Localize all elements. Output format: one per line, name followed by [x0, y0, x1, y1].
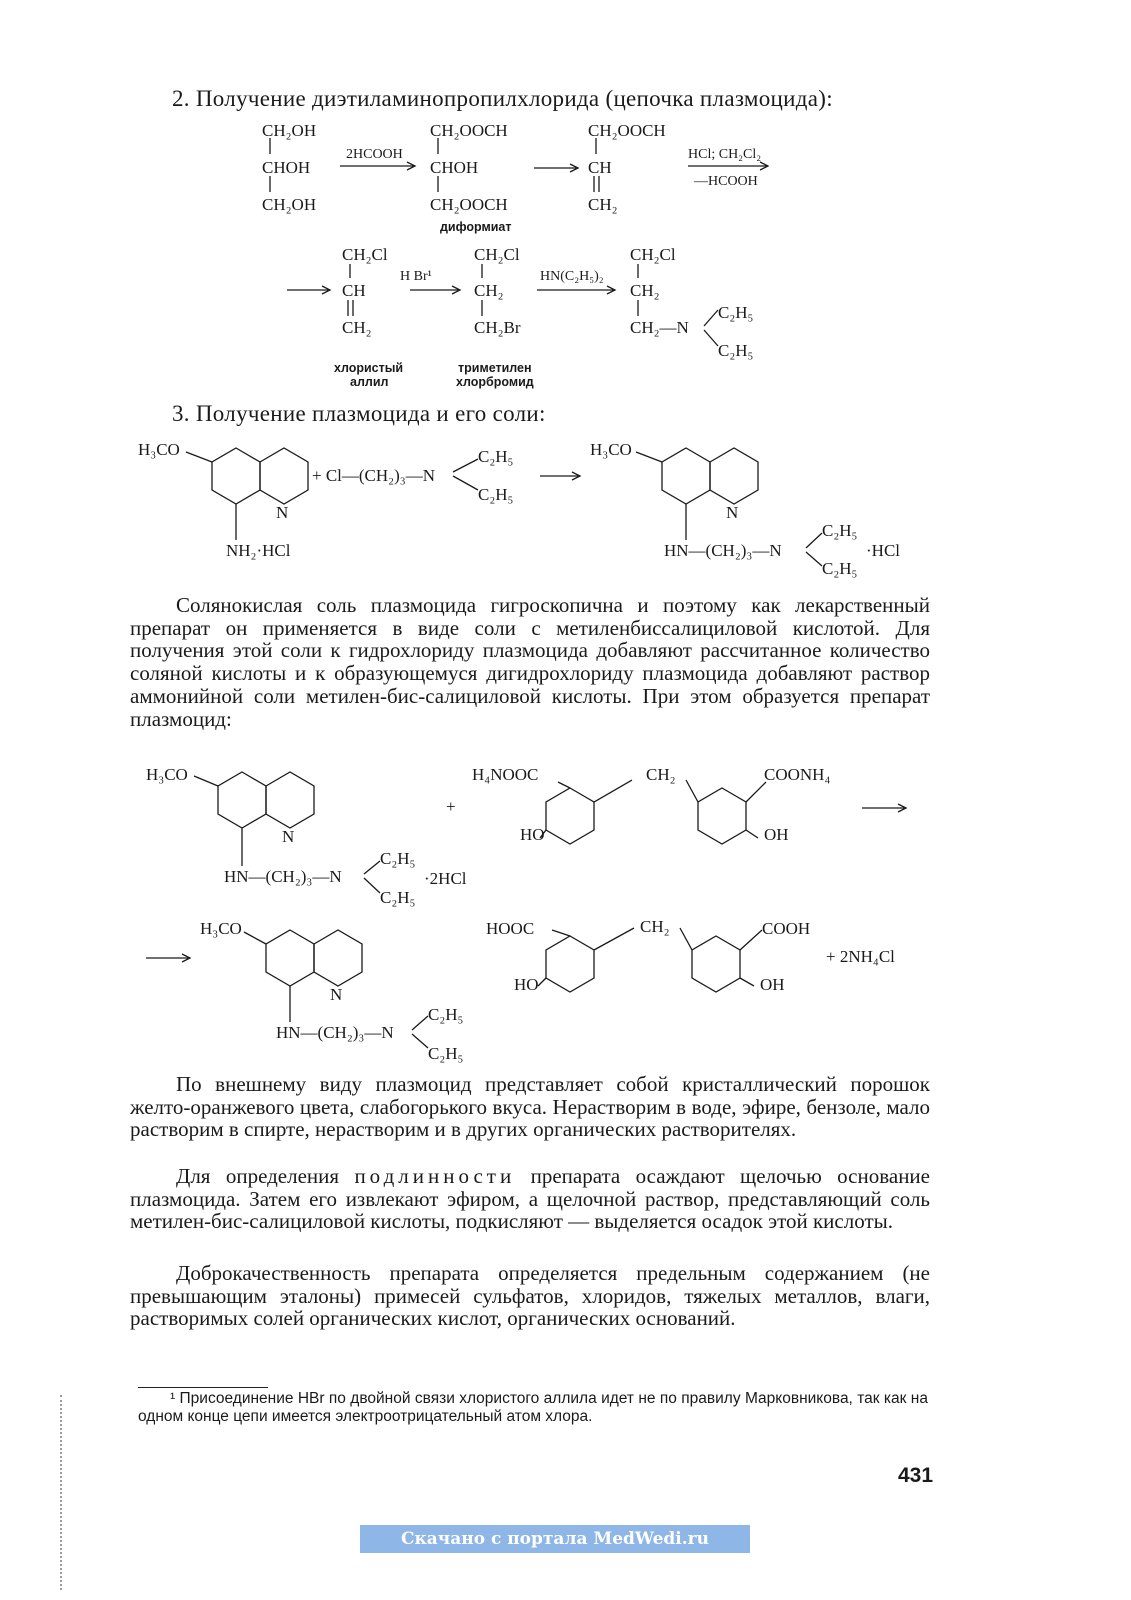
r3-ethyl-1b: C₂H₅	[380, 888, 416, 907]
r3-bridge-2: CH₂	[640, 917, 670, 936]
r3-plus: +	[446, 797, 456, 816]
r3-hydroxyl-2: OH	[764, 825, 789, 844]
product-ethyl-2: C₂H₅	[718, 341, 754, 360]
paragraph-identity	[130, 1165, 930, 1233]
r3-methoxy-2: H₃CO	[200, 919, 242, 938]
scan-edge-artifact	[60, 1395, 66, 1590]
product-c3: CH₂—N	[630, 318, 689, 337]
trimethylene-c3: CH₂Br	[474, 318, 521, 337]
allyl-chloride-caption-1: хлористый	[334, 361, 404, 375]
r3-ethyl-2b: C₂H₅	[428, 1044, 464, 1063]
allyl-chloride-c3: CH₂	[342, 318, 372, 337]
paragraph-quality-text: Доброкачественность препарата определяется предельным содержанием (не превышающим эталоны) примесей сульфатов, хлоридов, тяжелых металлов, влаги, растворимых солей органических кислот, органических оснований.	[130, 1261, 930, 1331]
trimethylene-c1: CH₂Cl	[474, 245, 520, 264]
r3-hydroxyl-3: HO	[514, 975, 539, 994]
r3-chain-2: HN—(CH₂)₃—N	[276, 1023, 394, 1042]
methoxy-2: H₃CO	[590, 440, 632, 459]
ring-n-1: N	[276, 503, 289, 522]
r3-ethyl-1a: C₂H₅	[380, 849, 416, 868]
r3-ethyl-2a: C₂H₅	[428, 1005, 464, 1024]
diformate-c3: CH₂OOCH	[430, 195, 508, 214]
reagent-hbr: H Br¹	[400, 269, 432, 284]
diformate-c1: CH₂OOCH	[430, 121, 508, 140]
reagent-hcl: HCl; CH₂Cl₂	[688, 147, 762, 162]
reagent-diethylamine: HN(C₂H₅)₂	[540, 269, 604, 284]
allyl-chloride-c1: CH₂Cl	[342, 245, 388, 264]
allyl-chloride-c2: CH	[342, 281, 366, 300]
footnote	[138, 1390, 928, 1426]
paragraph-quality	[130, 1262, 930, 1330]
trimethylene-c2: CH₂	[474, 281, 504, 300]
reagent-formic-acid: 2HCOOH	[346, 147, 403, 162]
reagent-ethyl-1: C₂H₅	[478, 447, 514, 466]
section-2-heading: 2. Получение диэтиламинопропилхлорида (цепочка плазмоцида):	[172, 86, 833, 111]
r3-hydroxyl-1: HO	[520, 825, 545, 844]
scheme-diethylaminopropyl-chloride	[0, 110, 1131, 400]
paragraph-appearance-text: По внешнему виду плазмоцид представляет собой кристаллический порошок желто-оранжевого цвета, слабогорького вкуса. Нерастворим в воде, эфире, бензоле, мало растворим в спирте, нерастворим и в других органических растворителях.	[130, 1072, 930, 1142]
reagent-minus-hcooh: —HCOOH	[694, 174, 758, 189]
r3-ring-n-1: N	[282, 827, 295, 846]
chain-reagent: + Cl—(CH₂)₃—N	[312, 466, 435, 485]
glycerol-c2: CHOH	[262, 158, 311, 177]
reagent-ethyl-2: C₂H₅	[478, 485, 514, 504]
r3-bridge-1: CH₂	[646, 765, 676, 784]
allyl-formate-c3: CH₂	[588, 195, 618, 214]
identity-rest: препарата осаждают щелочью основание плазмоцида. Затем его извлекают эфиром, а щелочной раствор, представляющий соль метилен-бис-салициловой кислоты, подкисляют — выделяется осадок этой кислоты.	[130, 1164, 930, 1234]
paragraph-salt-text: Солянокислая соль плазмоцида гигроскопична и поэтому как лекарственный препарат он применяется в виде соли с метиленбиссалициловой кислотой. Для получения этой соли к гидрохлориду плазмоцида добавляют рассчитанное количество соляной кислоты и к образующемуся дигидрохлориду плазмоцида добавляют раствор аммонийной соли метилен-бис-салициловой кислоты. При этом образуется препарат плазмоцид:	[130, 593, 930, 731]
ring-n-2: N	[726, 503, 739, 522]
product-hcl: ·HCl	[866, 541, 900, 560]
trimethylene-caption-2: хлорбромид	[456, 375, 534, 389]
allyl-formate-c2: CH	[588, 158, 612, 177]
section-3-heading: 3. Получение плазмоцида и его соли:	[172, 401, 546, 426]
r3-ammonium-left: H₄NOOC	[472, 765, 539, 784]
r3-chain-1: HN—(CH₂)₃—N	[224, 867, 342, 886]
r3-acid-left: HOOC	[486, 919, 535, 938]
paragraph-appearance	[130, 1073, 930, 1141]
glycerol-c3: CH₂OH	[262, 195, 317, 214]
product-chain: HN—(CH₂)₃—N	[664, 541, 782, 560]
paragraph-identity-text	[130, 1165, 930, 1233]
allyl-formate-c1: CH₂OOCH	[588, 121, 666, 140]
r3-acid-right: COOH	[762, 919, 811, 938]
footnote-divider	[138, 1387, 268, 1388]
r3-ammonium-right: COONH₄	[764, 765, 831, 784]
trimethylene-caption-1: триметилен	[458, 361, 532, 375]
diformate-c2: CHOH	[430, 158, 479, 177]
footnote-text: ¹ Присоединение HBr по двойной связи хлористого аллила идет не по правилу Марковникова, так как на одном конце цепи имеется электроотрицательный атом хлора.	[138, 1390, 928, 1425]
product-ethyl-1: C₂H₅	[822, 521, 858, 540]
product-ethyl-2: C₂H₅	[822, 559, 858, 578]
scheme-salt-formation	[0, 760, 1131, 1070]
identity-emphasis: подлинности	[354, 1164, 516, 1188]
product-c1: CH₂Cl	[630, 245, 676, 264]
watermark-link[interactable]: Скачано с портала MedWedi.ru	[360, 1525, 750, 1553]
paragraph-salt	[130, 594, 930, 730]
r3-ring-n-2: N	[330, 985, 343, 1004]
amine-hcl: NH₂·HCl	[226, 541, 291, 560]
product-ethyl-1: C₂H₅	[718, 303, 754, 322]
product-c2: CH₂	[630, 281, 660, 300]
diformate-caption: диформиат	[440, 220, 512, 234]
r3-dihcl: ·2HCl	[424, 869, 467, 888]
page-number: 431	[898, 1464, 934, 1487]
r3-hydroxyl-4: OH	[760, 975, 785, 994]
r3-methoxy-1: H₃CO	[146, 765, 188, 784]
glycerol-c1: CH₂OH	[262, 121, 317, 140]
r3-ammonium-chloride: + 2NH₄Cl	[826, 947, 895, 966]
identity-intro: Для определения	[176, 1164, 355, 1188]
allyl-chloride-caption-2: аллил	[350, 375, 389, 389]
methoxy-1: H₃CO	[138, 440, 180, 459]
scheme-plasmocide-synthesis	[0, 430, 1131, 590]
